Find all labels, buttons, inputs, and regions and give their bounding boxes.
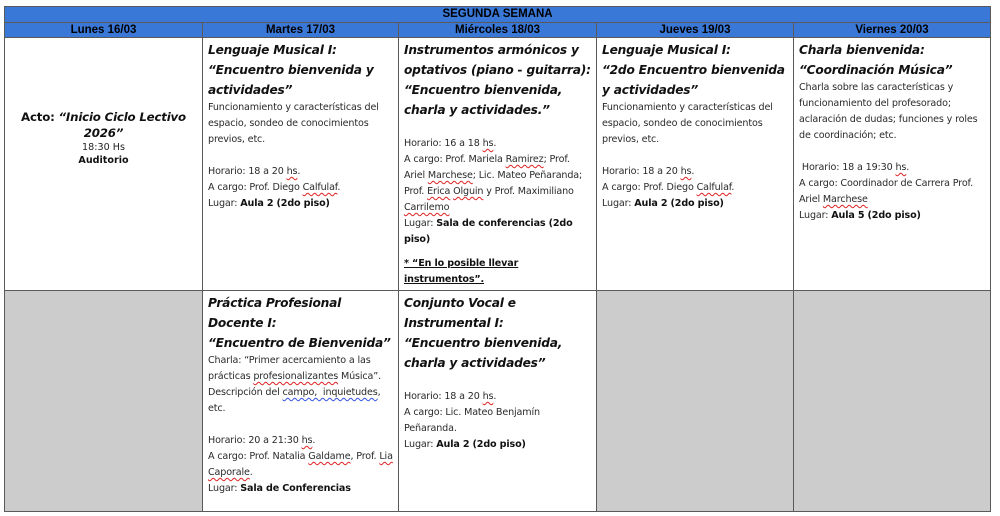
event-place (799, 208, 985, 224)
event-description (208, 353, 393, 417)
schedule-unit: hs (895, 162, 907, 173)
place-value: Aula 5 (2do piso) (831, 210, 921, 221)
place-label: Lugar: (799, 210, 832, 221)
event-schedule (208, 164, 393, 180)
event-teachers (208, 449, 393, 481)
place-label: Lugar: (404, 439, 437, 450)
cell-martes-2 (203, 291, 399, 512)
event-subject: Lenguaje Musical I: (602, 43, 731, 57)
schedule-unit: hs (286, 166, 298, 177)
acto-time: 18:30 Hs (82, 142, 125, 153)
event-schedule (404, 389, 591, 405)
schedule-text: Horario: 18 a 20 (208, 166, 287, 177)
event-place (208, 481, 393, 497)
teacher-surname: Calfulaf (302, 182, 338, 193)
event-subject: Práctica Profesional Docente I: (208, 296, 342, 330)
event-note (404, 256, 591, 288)
schedule-end: . (906, 162, 910, 173)
desc-word: campo, inquietudes (282, 387, 378, 398)
day-header-viernes: Viernes 20/03 (794, 23, 991, 38)
schedule-end: . (493, 391, 497, 402)
teacher-text: ; Lic. Mateo Peñaranda; Prof. (404, 170, 583, 197)
acto-name: “Inicio Ciclo Lectivo 2026” (58, 110, 186, 140)
event-teacher (799, 176, 985, 208)
schedule-unit: hs (680, 166, 692, 177)
event-title: “Coordinación Música” (799, 63, 953, 77)
event-subject: Instrumentos armónicos y optativos (piano - guitarra): (404, 43, 591, 77)
desc-text: , etc. (208, 387, 381, 414)
teacher-text: A cargo: Prof. Diego (208, 182, 303, 193)
place-value: Aula 2 (2do piso) (240, 198, 330, 209)
week-title: SEGUNDA SEMANA (5, 7, 991, 23)
event-place (404, 216, 591, 248)
schedule-end: . (312, 435, 316, 446)
event-schedule (799, 160, 985, 176)
teacher-name: Lia (379, 451, 393, 462)
day-header-miercoles: Miércoles 18/03 (399, 23, 597, 38)
desc-text: Música”. Descripción del (208, 371, 381, 398)
teacher-text: , Prof. (350, 451, 380, 462)
schedule-end: . (691, 166, 695, 177)
day-header-lunes: Lunes 16/03 (5, 23, 203, 38)
day-header-jueves: Jueves 19/03 (597, 23, 794, 38)
teacher-surname: Ramirez (505, 154, 544, 165)
teacher-text: A cargo: Coordinador de Carrera Prof. Ariel (799, 178, 973, 205)
event-description: Charla sobre las características y funcionamiento del profesorado; aclaración de dudas; funciones y roles de coordinación; etc. (799, 82, 978, 141)
teacher-surname: Marchese (822, 194, 868, 205)
schedule-end: . (493, 138, 497, 149)
event-teacher: A cargo: Lic. Mateo Benjamín Peñaranda. (404, 407, 540, 434)
teacher-text: A cargo: Prof. Natalia (208, 451, 309, 462)
event-teacher (208, 180, 393, 196)
event-place (602, 196, 788, 212)
teacher-text: ; Prof. Ariel (404, 154, 570, 181)
teacher-name: Erica (427, 186, 451, 197)
event-title: “Encuentro bienvenida, charla y actividades” (404, 336, 563, 370)
desc-text: Charla: “Primer acercamiento a las prácticas (208, 355, 371, 382)
cell-lunes-2-empty (5, 291, 203, 512)
event-title: “Encuentro bienvenida, charla y actividades.” (404, 83, 563, 117)
schedule-unit: hs (301, 435, 313, 446)
event-subject: Lenguaje Musical I: (208, 43, 337, 57)
schedule-end: . (297, 166, 301, 177)
place-label: Lugar: (602, 198, 635, 209)
cell-jueves-2-empty (597, 291, 794, 512)
event-schedule (208, 433, 393, 449)
schedule-text: Horario: 16 a 18 (404, 138, 483, 149)
schedule-table (4, 6, 991, 512)
desc-word: profesionalizantes (253, 371, 339, 382)
schedule-text: Horario: 20 a 21:30 (208, 435, 302, 446)
teacher-text: A cargo: Prof. Diego (602, 182, 697, 193)
day-header-martes: Martes 17/03 (203, 23, 399, 38)
schedule-text: Horario: 18 a 20 (602, 166, 681, 177)
teacher-end: . (337, 182, 341, 193)
teacher-text: y Prof. Maximiliano (483, 186, 574, 197)
place-value: Sala de conferencias (2do piso) (404, 218, 573, 245)
schedule-row-2 (5, 291, 991, 512)
event-title: “Encuentro de Bienvenida” (208, 336, 391, 350)
teacher-text: A cargo: Prof. Mariela (404, 154, 506, 165)
place-label: Lugar: (208, 198, 241, 209)
event-title: “Encuentro bienvenida y actividades” (208, 63, 374, 97)
place-value: Sala de Conferencias (240, 483, 351, 494)
teacher-end: . (249, 467, 253, 478)
teacher-surname: Carrilemo (404, 202, 450, 213)
event-schedule (602, 164, 788, 180)
cell-miercoles-1 (399, 38, 597, 291)
note-text: * “En lo posible llevar instrumentos”. (404, 258, 519, 285)
event-subject: Charla bienvenida: (799, 43, 925, 57)
teacher-surname: Galdame (308, 451, 351, 462)
teacher-surname: Marchese (427, 170, 473, 181)
cell-lunes-1 (5, 38, 203, 291)
event-description: Funcionamiento y características del espacio, sondeo de conocimientos previos, etc. (602, 102, 773, 145)
event-schedule (404, 136, 591, 152)
place-value: Aula 2 (2do piso) (436, 439, 526, 450)
teacher-surname: Calfulaf (696, 182, 732, 193)
event-place (208, 196, 393, 212)
event-place (404, 437, 591, 453)
place-label: Lugar: (404, 218, 437, 229)
acto-label: Acto: (21, 110, 59, 124)
cell-miercoles-2 (399, 291, 597, 512)
event-teacher (602, 180, 788, 196)
schedule-row-1 (5, 38, 991, 291)
place-value: Aula 2 (2do piso) (634, 198, 724, 209)
cell-viernes-2-empty (794, 291, 991, 512)
day-header-row (5, 23, 991, 38)
place-label: Lugar: (208, 483, 241, 494)
event-teachers (404, 152, 591, 216)
schedule-text: Horario: 18 a 20 (404, 391, 483, 402)
event-title: “2do Encuentro bienvenida y actividades” (602, 63, 785, 97)
cell-viernes-1 (794, 38, 991, 291)
acto-title (5, 109, 202, 141)
teacher-surname: Caporale (208, 467, 250, 478)
schedule-text: Horario: 18 a 19:30 (799, 162, 896, 173)
cell-jueves-1 (597, 38, 794, 291)
schedule-unit: hs (482, 138, 494, 149)
teacher-end: . (731, 182, 735, 193)
teacher-surname: Olguin (453, 186, 484, 197)
event-description: Funcionamiento y características del espacio, sondeo de conocimientos previos, etc. (208, 102, 379, 145)
acto-place: Auditorio (78, 155, 129, 166)
event-subject: Conjunto Vocal e Instrumental I: (404, 296, 516, 330)
cell-martes-1 (203, 38, 399, 291)
title-row (5, 7, 991, 23)
schedule-unit: hs (482, 391, 494, 402)
